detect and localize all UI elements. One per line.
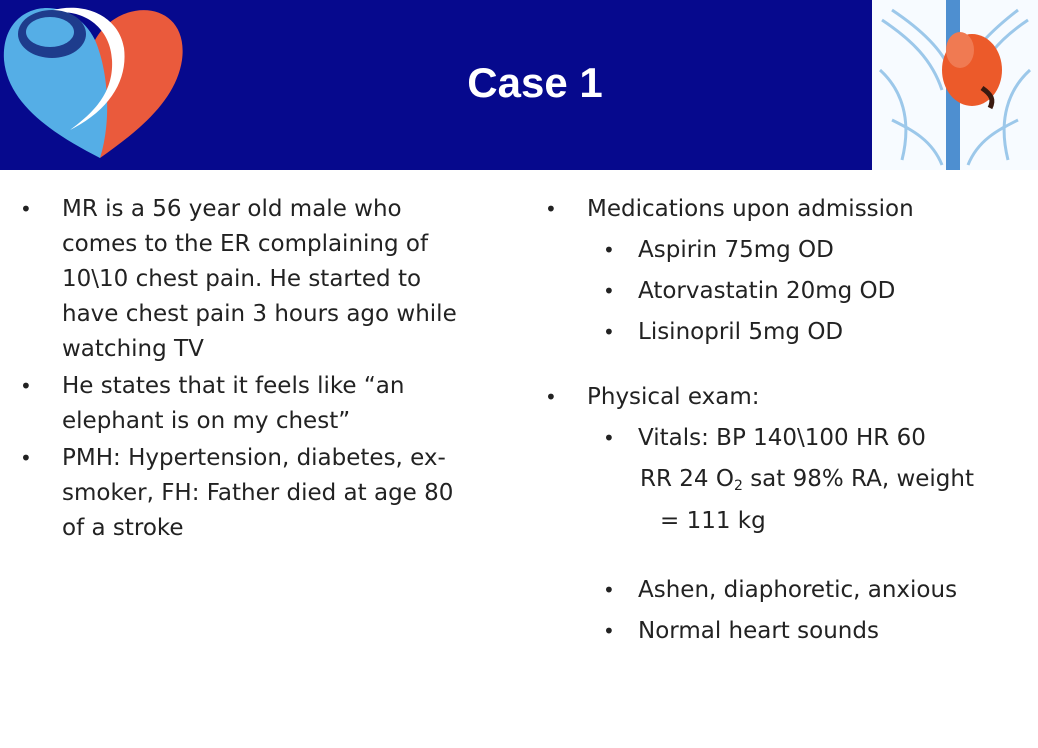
- list-item: • PMH: Hypertension, diabetes, ex-smoker, FH: Father died at age 80 of a stroke: [18, 441, 478, 546]
- medication-item: • Lisinopril 5mg OD: [543, 315, 1023, 350]
- vitals-o2-subscript: 2: [733, 478, 743, 494]
- medication-item: • Atorvastatin 20mg OD: [543, 274, 1023, 309]
- case-history-column: [18, 192, 478, 548]
- heart-logo-icon: [0, 0, 190, 170]
- slide-title: Case 1: [467, 59, 603, 106]
- vitals-weight: = 111 kg: [660, 508, 766, 534]
- list-item: • MR is a 56 year old male who comes to the ER complaining of 10\10 chest pain. He started to have chest pain 3 hours ago while watching TV: [18, 192, 478, 367]
- chest-anatomy-image-icon: [872, 0, 1038, 170]
- exam-heading: • Physical exam:: [543, 380, 1023, 415]
- exam-item: • Ashen, diaphoretic, anxious: [543, 573, 1023, 608]
- vitals-line: • Vitals: BP 140\100 HR 60: [543, 421, 1023, 456]
- medications-heading: • Medications upon admission: [543, 192, 1023, 227]
- vitals-sat: sat 98% RA, weight: [742, 466, 974, 492]
- medications-exam-column: [543, 192, 1023, 649]
- list-item: • He states that it feels like “an elephant is on my chest”: [18, 369, 478, 439]
- vitals-continued: [543, 462, 1023, 539]
- exam-item: • Normal heart sounds: [543, 614, 1023, 649]
- medication-item: • Aspirin 75mg OD: [543, 233, 1023, 268]
- vitals-rr: RR 24 O: [640, 466, 734, 492]
- slide-header: [0, 0, 1038, 170]
